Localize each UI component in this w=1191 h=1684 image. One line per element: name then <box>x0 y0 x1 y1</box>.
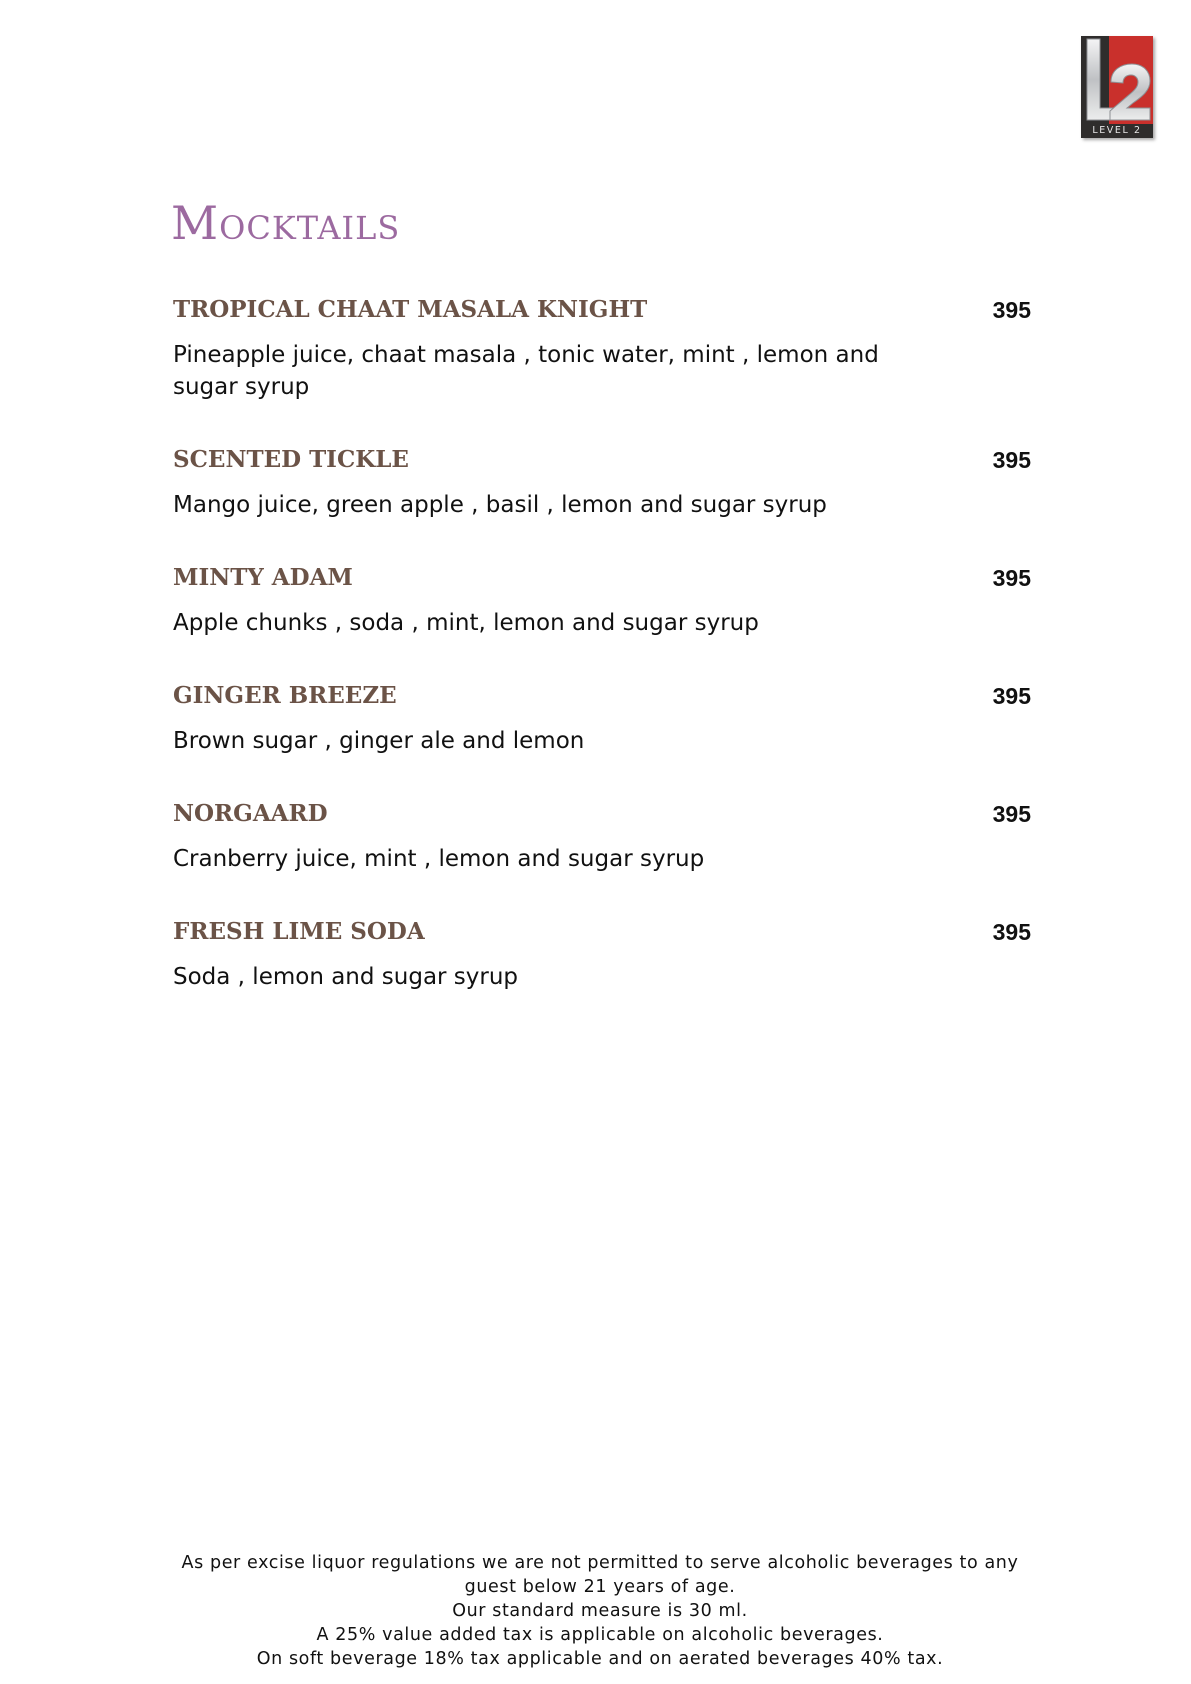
item-name: MINTY ADAM <box>173 564 353 591</box>
menu-item <box>173 443 1031 521</box>
item-description: Soda , lemon and sugar syrup <box>173 964 519 990</box>
item-price: 395 <box>992 447 1031 473</box>
item-description: Cranberry juice, mint , lemon and sugar syrup <box>173 846 705 872</box>
menu-item <box>173 797 1031 875</box>
footer-disclaimer <box>150 1551 1050 1671</box>
item-price: 395 <box>992 565 1031 591</box>
section-title: Mocktails <box>171 196 401 250</box>
menu-item <box>173 679 1031 757</box>
item-description: Apple chunks , soda , mint, lemon and sugar syrup <box>173 610 759 636</box>
item-price: 395 <box>992 683 1031 709</box>
item-price: 395 <box>992 919 1031 945</box>
item-name: TROPICAL CHAAT MASALA KNIGHT <box>173 296 648 323</box>
item-name: SCENTED TICKLE <box>173 446 409 473</box>
footer-line: guest below 21 years of age. <box>464 1577 736 1597</box>
level-2-logo-icon <box>1081 36 1153 138</box>
footer-line: Our standard measure is 30 ml. <box>452 1601 748 1621</box>
footer-line: On soft beverage 18% tax applicable and on aerated beverages 40% tax. <box>256 1649 944 1669</box>
logo-text: LEVEL 2 <box>1092 125 1142 136</box>
item-name: NORGAARD <box>173 800 328 827</box>
menu-item <box>173 915 1031 993</box>
footer-line: As per excise liquor regulations we are not permitted to serve alcoholic beverages to any <box>181 1553 1019 1573</box>
item-name: FRESH LIME SODA <box>173 918 425 945</box>
item-name: GINGER BREEZE <box>173 682 397 709</box>
menu-item <box>173 561 1031 639</box>
item-description: Pineapple juice, chaat masala , tonic water, mint , lemon and sugar syrup <box>173 342 879 400</box>
item-description: Brown sugar , ginger ale and lemon <box>173 728 585 754</box>
menu-item <box>173 293 1031 403</box>
menu-list <box>173 293 1031 1033</box>
level-2-logo <box>1081 36 1153 138</box>
item-description: Mango juice, green apple , basil , lemon and sugar syrup <box>173 492 827 518</box>
item-price: 395 <box>992 801 1031 827</box>
footer-line: A 25% value added tax is applicable on alcoholic beverages. <box>316 1625 884 1645</box>
item-price: 395 <box>992 297 1031 323</box>
